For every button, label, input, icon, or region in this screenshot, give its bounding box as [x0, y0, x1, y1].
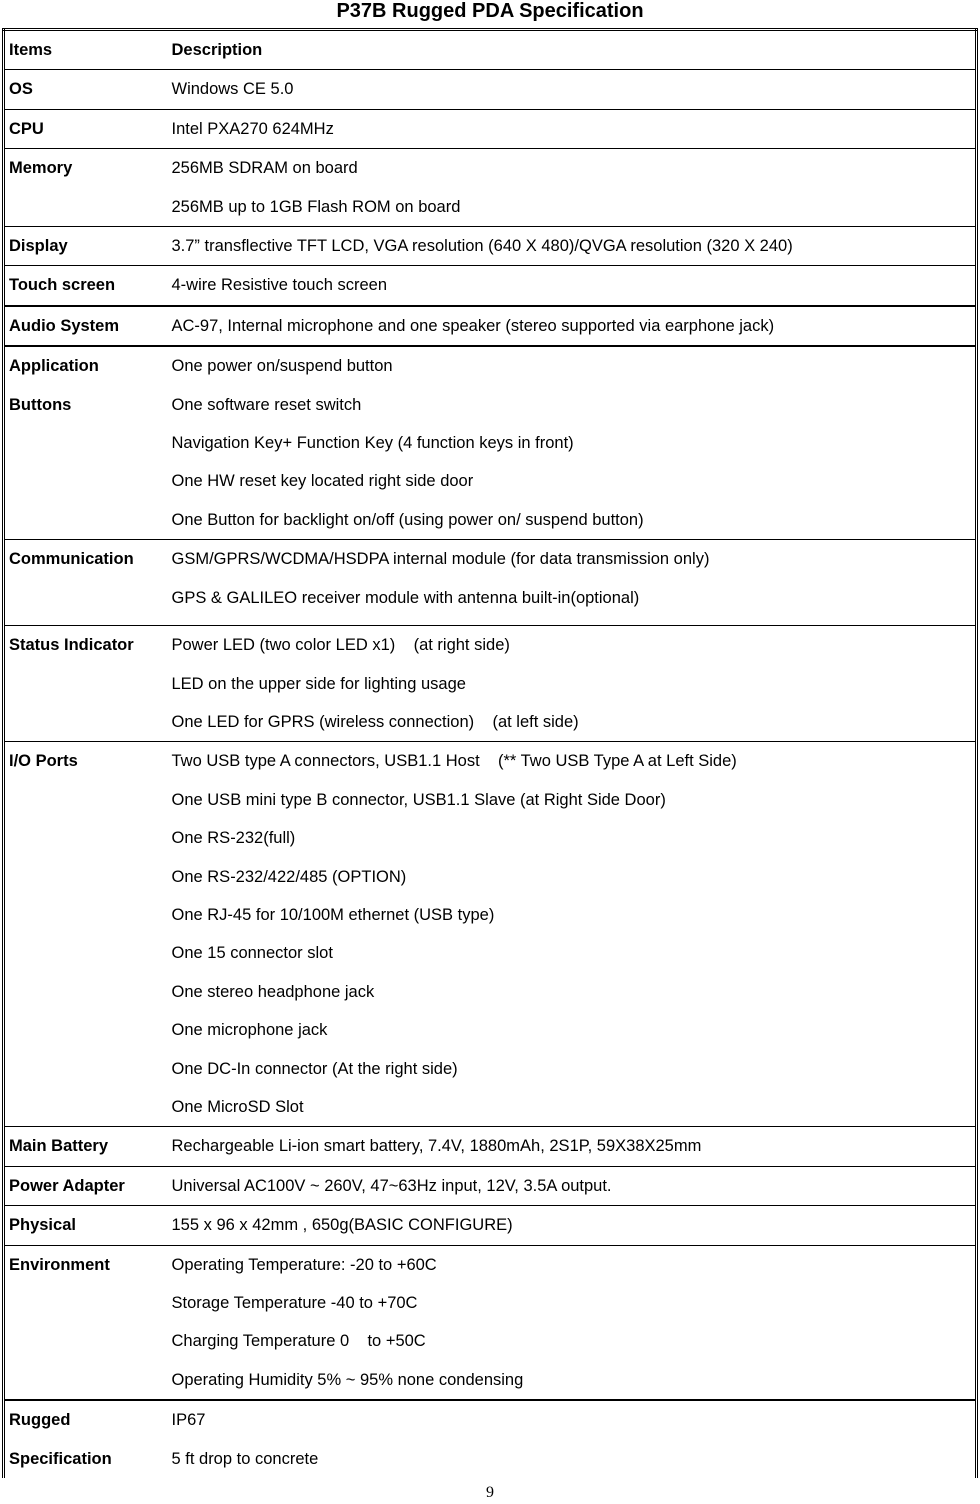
spec-item-label: Physical: [9, 1216, 76, 1235]
spec-description-line: One HW reset key located right side door: [171, 472, 474, 491]
spec-item-label: Display: [9, 237, 68, 256]
header-description: Description: [171, 30, 977, 70]
spec-item-label: Status Indicator: [9, 636, 134, 655]
spec-item-cell: [4, 1400, 171, 1478]
table-row: [4, 149, 977, 227]
spec-description-line: One LED for GPRS (wireless connection) (at left side): [171, 712, 579, 731]
spec-description-line: 4-wire Resistive touch screen: [171, 276, 387, 295]
spec-description-line: Operating Humidity 5% ~ 95% none condensing: [171, 1370, 524, 1389]
spec-item-cell: [4, 742, 171, 1127]
spec-description-line: Operating Temperature: -20 to +60C: [171, 1255, 437, 1274]
table-row: [4, 1166, 977, 1205]
table-row: [4, 742, 977, 1127]
spec-item-label: Application: [9, 357, 99, 376]
spec-item-label: Rugged: [9, 1411, 71, 1430]
spec-item-cell: [4, 1166, 171, 1205]
page-number: 9: [486, 1484, 494, 1501]
spec-description-cell: [171, 1245, 977, 1400]
spec-item-cell: [4, 266, 171, 306]
table-row: [4, 626, 977, 742]
spec-description-cell: [171, 346, 977, 540]
spec-description-line: One 15 connector slot: [171, 944, 333, 963]
spec-item-label: Power Adapter: [9, 1176, 125, 1195]
spec-table: [2, 28, 978, 1478]
spec-description-cell: [171, 1166, 977, 1205]
spec-description-line: 256MB up to 1GB Flash ROM on board: [171, 197, 461, 216]
spec-description-line: Intel PXA270 624MHz: [171, 119, 334, 138]
spec-description-line: LED on the upper side for lighting usage: [171, 674, 466, 693]
spec-description-line: AC-97, Internal microphone and one speaker (stereo supported via earphone jack): [171, 316, 775, 335]
table-row: [4, 266, 977, 306]
spec-item-label: Specification: [9, 1449, 112, 1468]
table-row: [4, 1206, 977, 1245]
spec-description-line: One RS-232(full): [171, 829, 296, 848]
spec-item-cell: [4, 227, 171, 266]
spec-description-line: Navigation Key+ Function Key (4 function keys in front): [171, 434, 574, 453]
spec-description-line: 3.7” transflective TFT LCD, VGA resolution (640 X 480)/QVGA resolution (320 X 240): [171, 237, 793, 256]
spec-item-label: Touch screen: [9, 276, 116, 295]
table-row: [4, 1127, 977, 1166]
spec-item-label: Environment: [9, 1255, 110, 1274]
spec-description-line: GPS & GALILEO receiver module with antenna built-in(optional): [171, 588, 640, 607]
table-header-row: [4, 30, 977, 70]
spec-description-line: One DC-In connector (At the right side): [171, 1059, 458, 1078]
spec-description-line: GSM/GPRS/WCDMA/HSDPA internal module (for data transmission only): [171, 550, 710, 569]
spec-item-label: Audio System: [9, 316, 120, 335]
spec-description-line: One power on/suspend button: [171, 357, 393, 376]
spec-description-line: Windows CE 5.0: [171, 80, 294, 99]
spec-description-line: One RS-232/422/485 (OPTION): [171, 867, 407, 886]
spec-description-line: Two USB type A connectors, USB1.1 Host (** Two USB Type A at Left Side): [171, 752, 737, 771]
spec-description-line: IP67: [171, 1411, 206, 1430]
spec-description-line: One MicroSD Slot: [171, 1097, 304, 1116]
spec-item-label: I/O Ports: [9, 752, 78, 771]
spec-description-line: One Button for backlight on/off (using power on/ suspend button): [171, 510, 644, 529]
spec-description-line: Charging Temperature 0 to +50C: [171, 1332, 426, 1351]
spec-description-line: One USB mini type B connector, USB1.1 Slave (at Right Side Door): [171, 790, 666, 809]
table-row: [4, 346, 977, 540]
spec-item-label: Buttons: [9, 395, 72, 414]
spec-description-cell: [171, 70, 977, 109]
spec-item-cell: [4, 306, 171, 346]
spec-item-cell: [4, 540, 171, 626]
spec-item-label: Communication: [9, 550, 134, 569]
spec-description-line: 5 ft drop to concrete: [171, 1449, 319, 1468]
spec-description-line: 256MB SDRAM on board: [171, 159, 358, 178]
spec-item-cell: [4, 1127, 171, 1166]
spec-item-label: Memory: [9, 159, 73, 178]
spec-description-cell: [171, 626, 977, 742]
spec-item-label: CPU: [9, 119, 44, 138]
spec-description-line: Universal AC100V ~ 260V, 47~63Hz input, 12V, 3.5A output.: [171, 1176, 612, 1195]
table-row: [4, 227, 977, 266]
spec-item-label: OS: [9, 80, 33, 99]
page-title: P37B Rugged PDA Specification: [336, 0, 644, 22]
header-items: Items: [4, 30, 171, 70]
spec-item-cell: [4, 1245, 171, 1400]
spec-description-line: 155 x 96 x 42mm , 650g(BASIC CONFIGURE): [171, 1216, 513, 1235]
spec-item-cell: [4, 626, 171, 742]
spec-description-line: One microphone jack: [171, 1021, 328, 1040]
spec-description-line: Rechargeable Li-ion smart battery, 7.4V, 1880mAh, 2S1P, 59X38X25mm: [171, 1137, 702, 1156]
spec-description-line: One RJ-45 for 10/100M ethernet (USB type): [171, 905, 495, 924]
spec-description-line: Storage Temperature -40 to +70C: [171, 1294, 418, 1312]
spec-item-cell: [4, 149, 171, 227]
table-row: [4, 1400, 977, 1478]
table-row: [4, 540, 977, 626]
spec-item-cell: [4, 70, 171, 109]
spec-item-cell: [4, 346, 171, 540]
spec-description-cell: [171, 1127, 977, 1166]
spec-description-cell: [171, 540, 977, 626]
spec-description-line: One stereo headphone jack: [171, 982, 375, 1001]
spec-description-cell: [171, 149, 977, 227]
spec-item-cell: [4, 109, 171, 148]
spec-item-cell: [4, 1206, 171, 1245]
spec-description-cell: [171, 266, 977, 306]
table-row: [4, 109, 977, 148]
spec-description-line: One software reset switch: [171, 395, 362, 414]
table-row: [4, 70, 977, 109]
spec-item-label: Main Battery: [9, 1137, 109, 1156]
spec-description-cell: [171, 227, 977, 266]
spec-description-cell: [171, 1400, 977, 1478]
spec-table-body: [4, 30, 977, 1479]
spec-description-cell: [171, 1206, 977, 1245]
spec-description-cell: [171, 306, 977, 346]
table-row: [4, 306, 977, 346]
spec-description-cell: [171, 109, 977, 148]
spec-description-cell: [171, 742, 977, 1127]
spec-description-line: Power LED (two color LED x1) (at right side): [171, 636, 510, 655]
table-row: [4, 1245, 977, 1400]
